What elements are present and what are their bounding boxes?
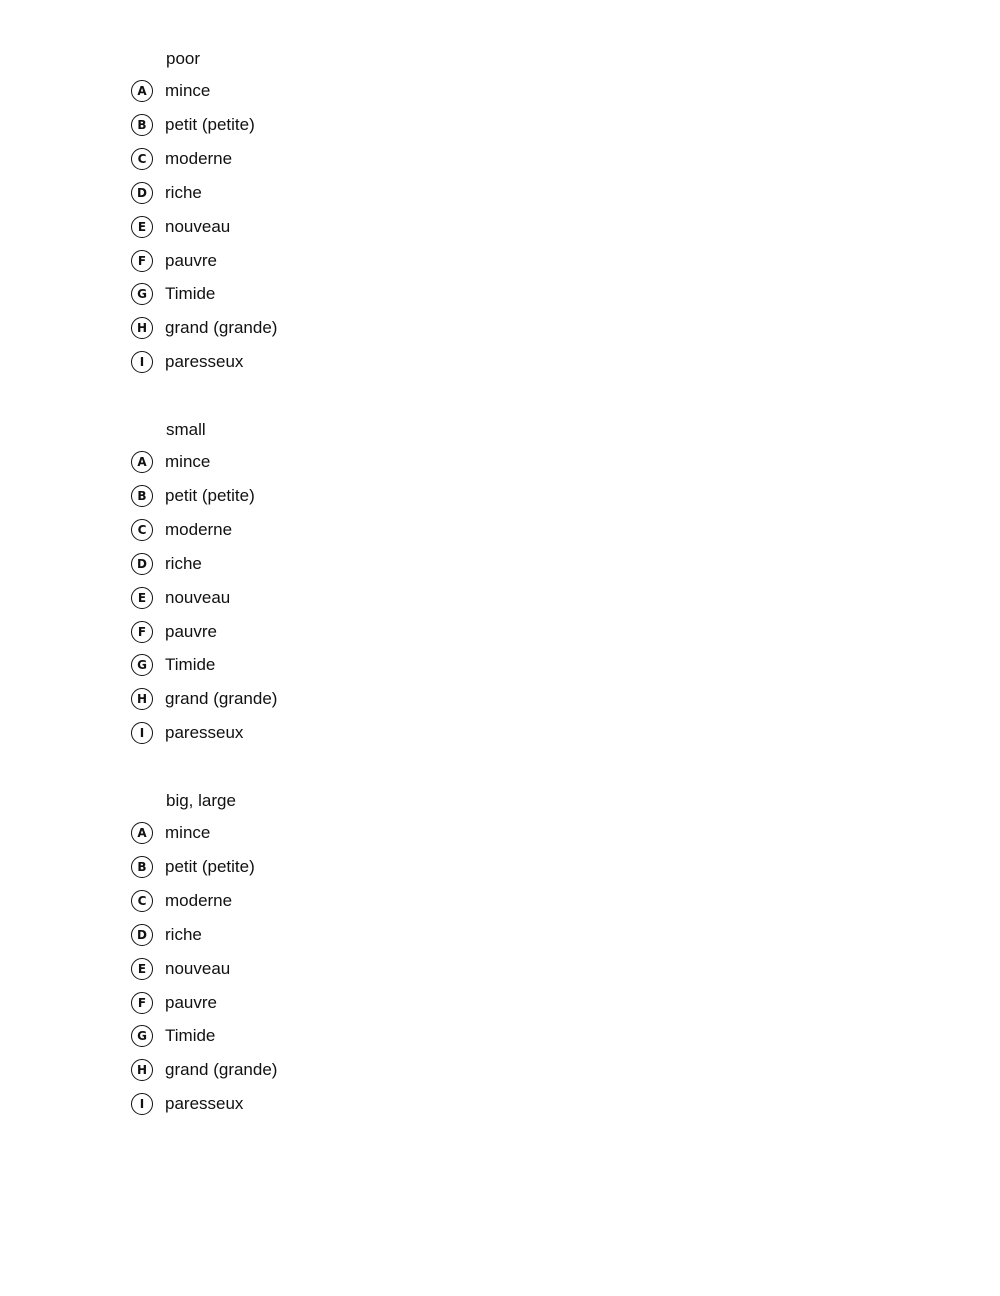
answer-bubble-icon[interactable]: E	[131, 958, 153, 980]
option-label: petit (petite)	[165, 857, 255, 876]
answer-bubble-icon[interactable]: C	[131, 519, 153, 541]
answer-bubble-icon[interactable]: I	[131, 722, 153, 744]
option-h[interactable]	[131, 315, 277, 341]
option-c[interactable]	[131, 517, 232, 543]
option-label: nouveau	[165, 217, 231, 236]
option-f[interactable]	[131, 619, 217, 645]
answer-bubble-icon[interactable]: G	[131, 654, 153, 676]
answer-bubble-icon[interactable]: D	[131, 182, 153, 204]
answer-bubble-icon[interactable]: D	[131, 553, 153, 575]
option-e[interactable]	[131, 956, 230, 982]
answer-bubble-icon[interactable]: I	[131, 1093, 153, 1115]
option-label: moderne	[165, 891, 233, 910]
option-a[interactable]	[131, 449, 210, 475]
option-label: mince	[165, 452, 211, 471]
option-label: grand (grande)	[165, 689, 278, 708]
option-label: petit (petite)	[165, 486, 255, 505]
question-prompt: big, large	[166, 791, 236, 810]
answer-bubble-icon[interactable]: B	[131, 856, 153, 878]
answer-bubble-icon[interactable]: D	[131, 924, 153, 946]
answer-bubble-icon[interactable]: B	[131, 114, 153, 136]
question-prompt: small	[166, 420, 206, 439]
option-label: paresseux	[165, 1094, 244, 1113]
option-label: grand (grande)	[165, 1060, 278, 1079]
option-label: riche	[165, 554, 202, 573]
option-b[interactable]	[131, 854, 255, 880]
option-g[interactable]	[131, 1023, 215, 1049]
option-label: pauvre	[165, 251, 217, 270]
option-d[interactable]	[131, 922, 202, 948]
option-label: pauvre	[165, 993, 217, 1012]
option-e[interactable]	[131, 585, 230, 611]
option-label: pauvre	[165, 622, 217, 641]
answer-bubble-icon[interactable]: C	[131, 890, 153, 912]
option-c[interactable]	[131, 146, 232, 172]
option-c[interactable]	[131, 888, 232, 914]
option-label: Timide	[165, 655, 216, 674]
answer-bubble-icon[interactable]: C	[131, 148, 153, 170]
option-label: grand (grande)	[165, 318, 278, 337]
answer-bubble-icon[interactable]: G	[131, 1025, 153, 1047]
option-label: nouveau	[165, 959, 231, 978]
option-label: moderne	[165, 149, 233, 168]
answer-bubble-icon[interactable]: I	[131, 351, 153, 373]
option-a[interactable]	[131, 820, 210, 846]
option-g[interactable]	[131, 281, 215, 307]
answer-bubble-icon[interactable]: A	[131, 80, 153, 102]
option-g[interactable]	[131, 652, 215, 678]
answer-bubble-icon[interactable]: F	[131, 250, 153, 272]
option-label: Timide	[165, 284, 216, 303]
option-label: riche	[165, 925, 202, 944]
answer-bubble-icon[interactable]: B	[131, 485, 153, 507]
option-i[interactable]	[131, 720, 243, 746]
answer-bubble-icon[interactable]: A	[131, 451, 153, 473]
answer-bubble-icon[interactable]: E	[131, 216, 153, 238]
option-i[interactable]	[131, 1091, 243, 1117]
option-b[interactable]	[131, 112, 255, 138]
option-label: Timide	[165, 1026, 216, 1045]
option-d[interactable]	[131, 180, 202, 206]
question-prompt: poor	[166, 49, 201, 68]
option-h[interactable]	[131, 686, 277, 712]
option-a[interactable]	[131, 78, 210, 104]
option-h[interactable]	[131, 1057, 277, 1083]
answer-bubble-icon[interactable]: A	[131, 822, 153, 844]
option-label: petit (petite)	[165, 115, 255, 134]
answer-bubble-icon[interactable]: F	[131, 992, 153, 1014]
option-label: nouveau	[165, 588, 231, 607]
option-e[interactable]	[131, 214, 230, 240]
answer-bubble-icon[interactable]: H	[131, 1059, 153, 1081]
option-d[interactable]	[131, 551, 202, 577]
option-label: paresseux	[165, 723, 244, 742]
option-label: paresseux	[165, 352, 244, 371]
option-b[interactable]	[131, 483, 255, 509]
option-i[interactable]	[131, 349, 243, 375]
option-label: moderne	[165, 520, 233, 539]
option-f[interactable]	[131, 248, 217, 274]
option-label: riche	[165, 183, 202, 202]
option-label: mince	[165, 823, 211, 842]
option-label: mince	[165, 81, 211, 100]
answer-bubble-icon[interactable]: H	[131, 317, 153, 339]
answer-bubble-icon[interactable]: G	[131, 283, 153, 305]
option-f[interactable]	[131, 990, 217, 1016]
answer-bubble-icon[interactable]: E	[131, 587, 153, 609]
answer-bubble-icon[interactable]: H	[131, 688, 153, 710]
answer-bubble-icon[interactable]: F	[131, 621, 153, 643]
